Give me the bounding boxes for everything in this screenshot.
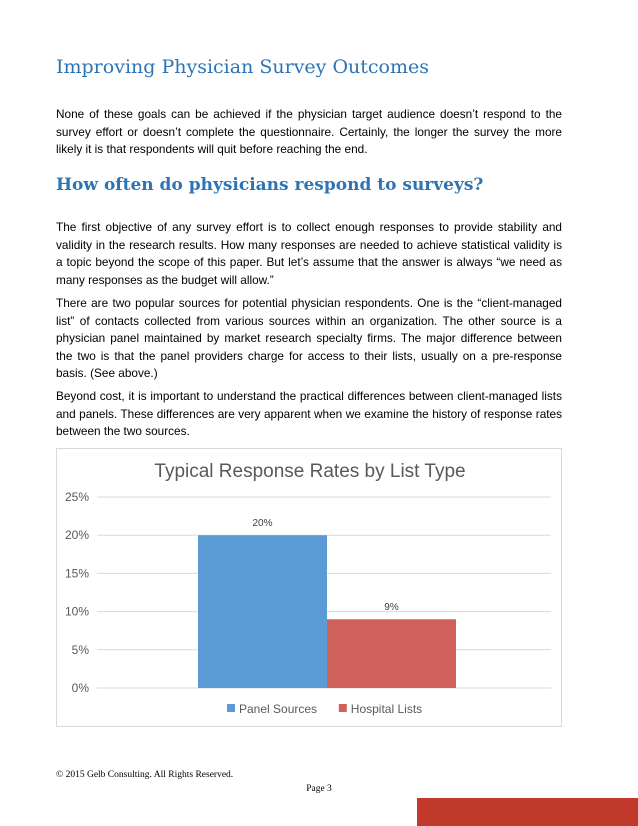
footer-accent-bar — [417, 798, 638, 826]
intro-paragraph: None of these goals can be achieved if the physician target audience doesn’t respond to the survey effort or doesn’t complete the questionnaire. Certainly, the longer the survey the more likely it is that respondents will quit before reaching the end. — [56, 107, 562, 157]
y-tick-label: 5% — [71, 642, 89, 657]
page-number: Page 3 — [306, 784, 332, 794]
body-paragraph-3: Beyond cost, it is important to understand the practical differences between client-managed lists and panels. These differences are very apparent when we examine the history of response rates between the two sources. — [56, 389, 562, 439]
page-heading: Improving Physician Survey Outcomes — [56, 56, 429, 78]
data-label: 9% — [384, 602, 399, 614]
y-tick-label: 20% — [64, 528, 89, 543]
legend-label: Hospital Lists — [350, 702, 423, 716]
y-tick-label: 10% — [64, 604, 89, 619]
bar-panel-sources — [198, 535, 327, 688]
footer-copyright: © 2015 Gelb Consulting. All Rights Reserved. — [56, 770, 234, 780]
legend-label: Panel Sources — [239, 702, 318, 716]
chart-canvas — [57, 449, 563, 728]
y-tick-label: 15% — [64, 566, 89, 581]
legend-swatch — [227, 704, 235, 712]
y-tick-label: 25% — [64, 490, 89, 504]
body-paragraph-2: There are two popular sources for potential physician respondents. One is the “client-managed list” of contacts collected from various sources within an organization. The other source is a physician panel maintained by market research specialty firms. The major difference between the two is that the panel providers charge for access to their lists, usually on a pre-response basis. (See above.) — [56, 296, 562, 381]
bar-hospital-lists — [327, 619, 456, 688]
chart-title: Typical Response Rates by List Type — [154, 461, 466, 482]
section-heading: How often do physicians respond to surveys? — [56, 175, 484, 195]
data-label: 20% — [252, 518, 273, 530]
legend-swatch — [339, 704, 347, 712]
response-rate-chart — [56, 448, 562, 727]
body-paragraph-1: The first objective of any survey effort is to collect enough responses to provide stability and validity in the research results. How many responses are needed to achieve statistical validity is a topic beyond the scope of this paper. But let’s assume that the answer is always “we need as many responses as the budget will allow.” — [56, 220, 562, 287]
y-tick-label: 0% — [71, 681, 89, 695]
